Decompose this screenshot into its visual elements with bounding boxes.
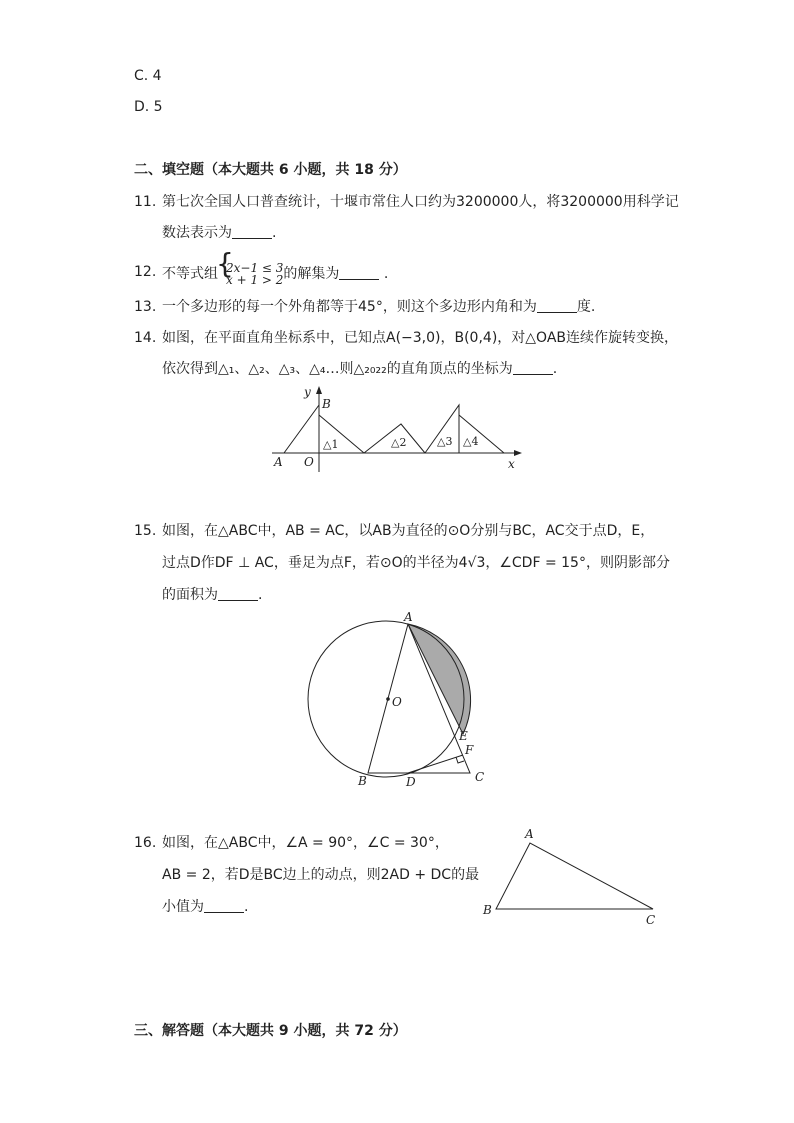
- y-axis-arrow: [316, 386, 322, 394]
- question-text: 如图，在平面直角坐标系中，已知点A(−3,0)，B(0,4)，对△OAB连续作旋转变换，: [162, 330, 679, 346]
- section-3-title: 三、解答题（本大题共 9 小题，共 72 分）: [134, 1023, 407, 1039]
- option-c: C. 4: [134, 68, 162, 84]
- label-y: y: [304, 385, 311, 399]
- question-text: 小值为: [162, 899, 204, 915]
- question-number: 12.: [134, 264, 157, 280]
- segment-df: [408, 755, 463, 773]
- label-triangle-4: △4: [463, 435, 479, 448]
- option-d: D. 5: [134, 99, 163, 115]
- label-triangle-3: △3: [437, 435, 453, 448]
- answer-blank[interactable]: [204, 898, 244, 913]
- inequality-1: 2x−1 ≤ 3: [226, 261, 284, 275]
- question-number: 11.: [134, 194, 157, 210]
- label-b: B: [483, 903, 492, 917]
- label-b: B: [358, 774, 367, 788]
- question-text: 不等式组: [162, 266, 218, 282]
- answer-blank[interactable]: [232, 224, 272, 239]
- label-a: A: [404, 610, 413, 624]
- figure-rotation-triangles: [268, 380, 530, 472]
- question-text: 的解集为: [283, 266, 340, 282]
- x-axis-arrow: [514, 450, 522, 456]
- label-e: E: [459, 729, 468, 743]
- question-text: 第七次全国人口普查统计，十堰市常住人口约为3200000人，将3200000用科学记: [162, 194, 679, 210]
- period: .: [244, 899, 249, 915]
- question-text: 的面积为: [162, 587, 218, 603]
- period: .: [258, 587, 263, 603]
- question-text: 数法表示为: [162, 225, 232, 241]
- unit: 度.: [576, 299, 596, 315]
- center-o-dot: [386, 697, 390, 701]
- answer-blank[interactable]: [513, 360, 553, 375]
- question-text: 如图，在△ABC中，AB = AC，以AB为直径的⊙O分别与BC，AC交于点D，E，: [162, 523, 655, 539]
- question-number: 16.: [134, 835, 157, 851]
- triangle-oab: [284, 405, 319, 453]
- inequality-system: [218, 262, 283, 286]
- question-number: 14.: [134, 330, 157, 346]
- question-text: 一个多边形的每一个外角都等于45°，则这个多边形内角和为: [162, 299, 537, 315]
- label-o: O: [392, 695, 402, 709]
- label-c: C: [646, 913, 656, 927]
- period: .: [383, 266, 389, 282]
- inequality-2: x + 1 > 2: [226, 273, 284, 287]
- question-number: 15.: [134, 523, 157, 539]
- label-c: C: [475, 770, 485, 784]
- question-text: 依次得到△₁、△₂、△₃、△₄…则△₂₀₂₂的直角顶点的坐标为: [162, 361, 513, 377]
- label-x: x: [508, 457, 515, 471]
- section-2-title: 二、填空题（本大题共 6 小题，共 18 分）: [134, 162, 407, 178]
- label-a: A: [274, 455, 283, 469]
- question-text: AB = 2，若D是BC边上的动点，则2AD + DC的最: [162, 867, 480, 883]
- triangle-abc: [496, 843, 653, 909]
- question-text: 如图，在△ABC中，∠A = 90°，∠C = 30°，: [162, 835, 449, 851]
- label-f: F: [465, 743, 474, 757]
- label-b: B: [322, 397, 331, 411]
- answer-blank[interactable]: [339, 265, 379, 280]
- label-d: D: [406, 775, 416, 789]
- label-a: A: [525, 827, 534, 841]
- label-triangle-2: △2: [391, 436, 407, 449]
- label-triangle-1: △1: [323, 438, 339, 451]
- period: .: [272, 225, 277, 241]
- question-number: 13.: [134, 299, 157, 315]
- period: .: [552, 361, 558, 377]
- figure-circle-triangle: [300, 605, 500, 795]
- question-text: 过点D作DF ⊥ AC，垂足为点F，若⊙O的半径为4√3，∠CDF = 15°，则阴影部分: [162, 555, 670, 571]
- label-o: O: [304, 455, 314, 469]
- answer-blank[interactable]: [537, 298, 577, 313]
- answer-blank[interactable]: [218, 586, 258, 601]
- figure-right-triangle: [478, 824, 663, 929]
- right-angle-mark: [456, 757, 464, 763]
